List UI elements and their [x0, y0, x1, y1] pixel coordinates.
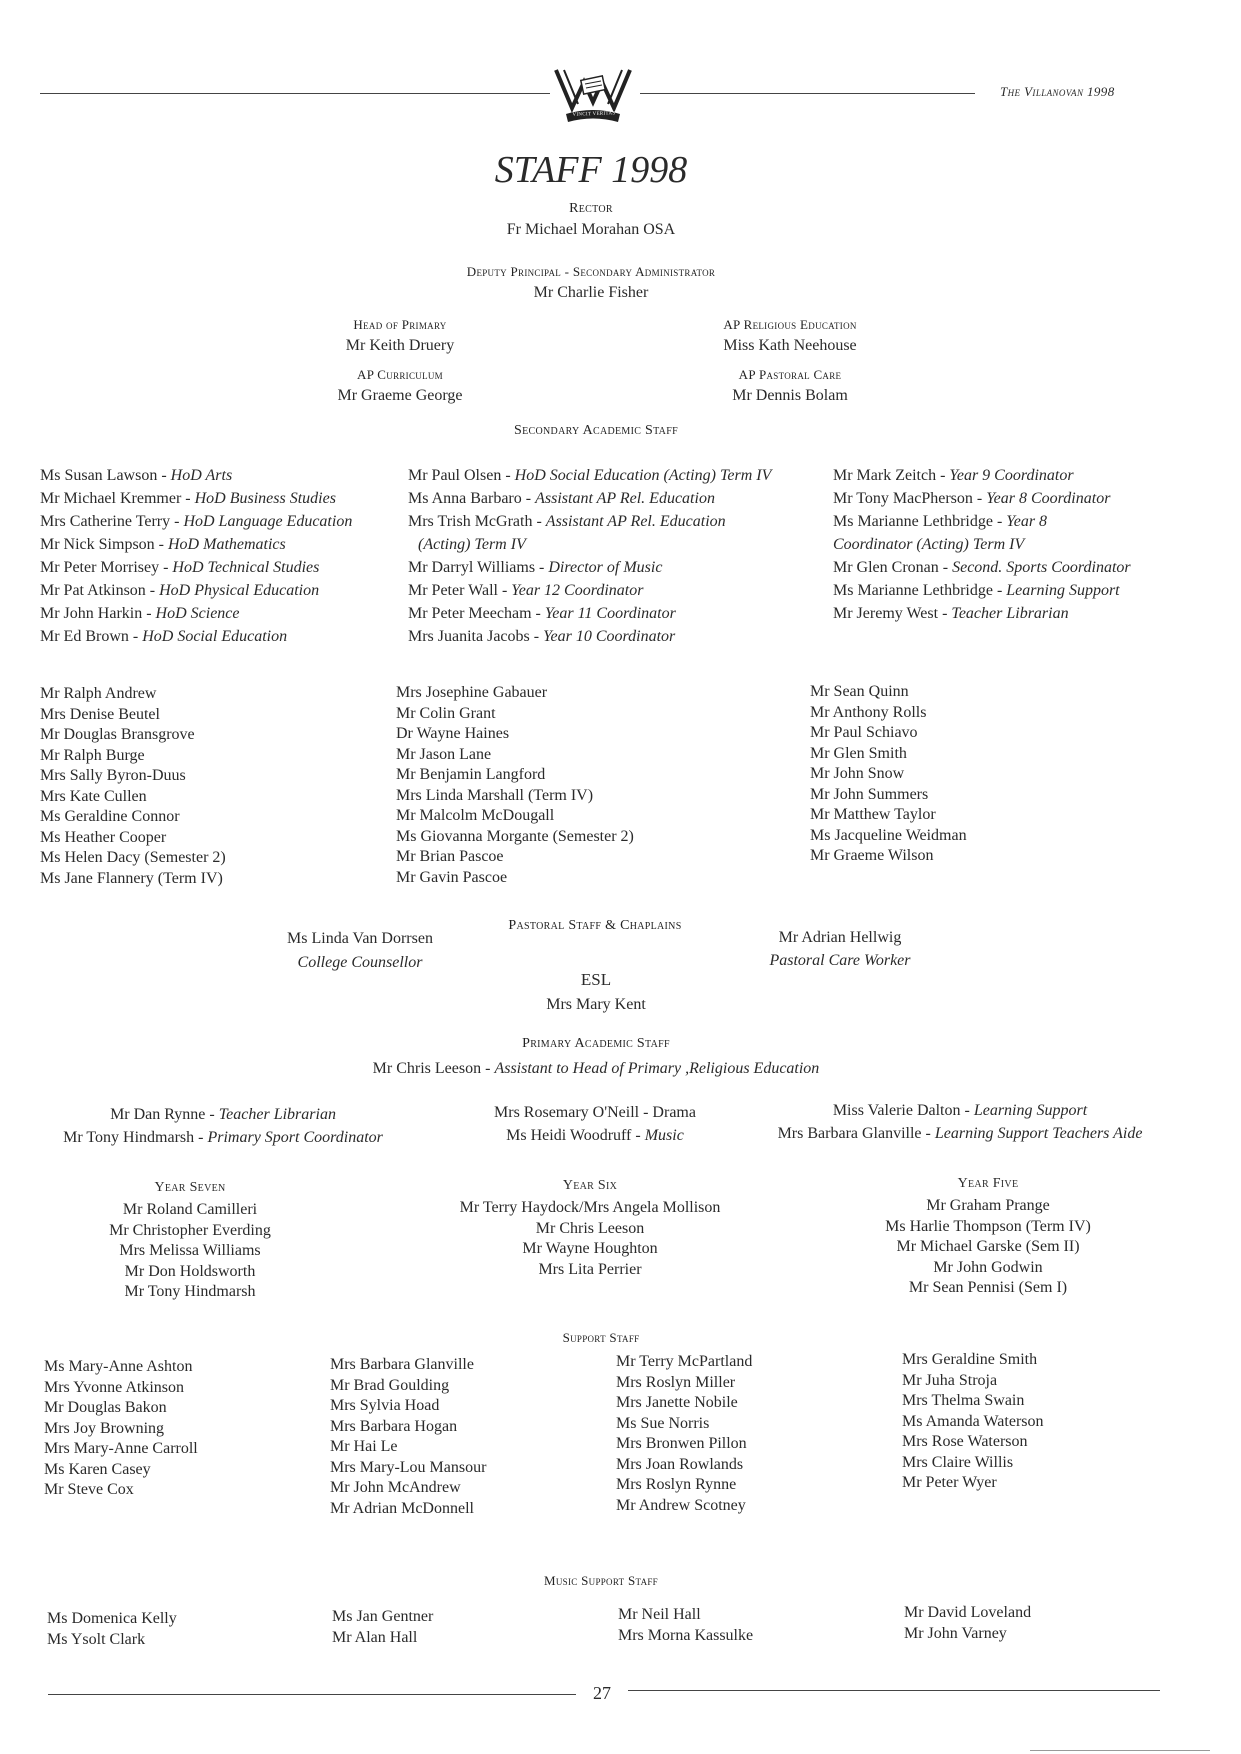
list-item: Mr Terry McPartland — [616, 1353, 753, 1370]
page-title: STAFF 1998 — [494, 149, 688, 191]
list-item: Mrs Josephine Gabauer — [396, 684, 548, 701]
list-item: Ms Amanda Waterson — [902, 1412, 1044, 1430]
header-rule-left — [40, 93, 550, 94]
list-item: Mr Brad Goulding — [330, 1376, 450, 1394]
staff-line: Mr Tony Hindmarsh - Primary Sport Coordinator — [63, 1129, 383, 1146]
scan-edge-line — [1030, 1750, 1210, 1751]
staff-line: Coordinator (Acting) Term IV — [833, 536, 1025, 553]
list-item: Mrs Roslyn Rynne — [616, 1476, 737, 1493]
list-item: Mr Don Holdsworth — [124, 1262, 256, 1280]
list-item: Mrs Morna Kassulke — [618, 1626, 754, 1644]
esl-name: Mrs Mary Kent — [546, 996, 646, 1013]
year-five-heading: Year Five — [957, 1176, 1019, 1191]
list-item: Mr Chris Leeson — [535, 1219, 645, 1237]
list-item: Mrs Sylvia Hoad — [330, 1397, 440, 1414]
list-item: Mrs Rose Waterson — [902, 1433, 1028, 1450]
ap-curriculum-label: AP Curriculum — [357, 367, 443, 382]
list-item: Mrs Lita Perrier — [538, 1260, 642, 1278]
list-item: Mrs Thelma Swain — [902, 1392, 1025, 1409]
staff-line: Mr Peter Morrisey - HoD Technical Studies — [40, 559, 320, 576]
list-item: Mr Steve Cox — [44, 1481, 134, 1498]
list-item: Mr Paul Schiavo — [810, 724, 918, 741]
music-col1 — [47, 1609, 177, 1650]
college-logo — [552, 64, 634, 126]
staff-line: Mrs Trish McGrath - Assistant AP Rel. Education — [408, 513, 726, 530]
esl-heading: ESL — [580, 970, 612, 989]
list-item: Mr Graham Prange — [926, 1197, 1050, 1214]
staff-line: Ms Marianne Lethbridge - Year 8 — [833, 513, 1048, 530]
staff-line: Mrs Barbara Glanville - Learning Support Teachers Aide — [777, 1125, 1143, 1142]
secondary-list1 — [40, 684, 226, 889]
support-col1 — [44, 1357, 198, 1501]
staff-line: Mrs Catherine Terry - HoD Language Education — [40, 513, 353, 530]
staff-line: Mr Darryl Williams - Director of Music — [408, 559, 663, 576]
list-item: Ms Domenica Kelly — [47, 1610, 177, 1627]
list-item: Mr Sean Pennisi (Sem I) — [908, 1279, 1068, 1296]
music-support-heading: Music Support Staff — [544, 1573, 658, 1588]
ap-religious-label: AP Religious Education — [723, 317, 857, 332]
list-item: Mr Colin Grant — [396, 704, 496, 722]
staff-line: Mr John Harkin - HoD Science — [40, 605, 240, 622]
staff-line: Mr Mark Zeitch - Year 9 Coordinator — [833, 467, 1074, 484]
list-item: Mr Glen Smith — [810, 744, 907, 762]
list-item: Ms Jan Gentner — [332, 1608, 434, 1625]
list-item: Mrs Claire Willis — [902, 1453, 1014, 1471]
support-col3 — [616, 1352, 752, 1516]
list-item: Mrs Kate Cullen — [40, 787, 147, 805]
list-item: Mr Jason Lane — [396, 745, 492, 763]
list-item: Mr John Godwin — [933, 1258, 1043, 1276]
list-item: Mr Douglas Bransgrove — [40, 726, 195, 743]
list-item: Ms Mary-Anne Ashton — [44, 1358, 193, 1375]
music-col4 — [904, 1603, 1031, 1644]
music-col3 — [618, 1605, 753, 1646]
list-item: Mr John Varney — [904, 1624, 1007, 1642]
rector-name: Fr Michael Morahan OSA — [506, 221, 676, 238]
list-item: Mrs Bronwen Pillon — [616, 1435, 747, 1452]
list-item: Mrs Sally Byron-Duus — [40, 767, 186, 784]
list-item: Mr Michael Garske (Sem II) — [896, 1238, 1080, 1255]
staff-line: Mr Peter Wall - Year 12 Coordinator — [408, 582, 644, 599]
list-item: Mr Christopher Everding — [109, 1221, 271, 1239]
deputy-name: Mr Charlie Fisher — [533, 284, 649, 301]
ap-pastoral-name: Mr Dennis Bolam — [732, 387, 848, 404]
list-item: Mr Douglas Bakon — [44, 1399, 167, 1416]
secondary-list2 — [396, 683, 634, 888]
list-item: Mr Malcolm McDougall — [396, 807, 555, 824]
list-item: Mr Wayne Houghton — [522, 1240, 658, 1257]
list-item: Ms Karen Casey — [44, 1460, 151, 1478]
list-item: Mrs Janette Nobile — [616, 1394, 738, 1411]
logo-motto: VINCIT VERITAS — [572, 111, 616, 118]
list-item: Mrs Joan Rowlands — [616, 1455, 744, 1473]
deputy-label: Deputy Principal - Secondary Administrator — [466, 264, 716, 279]
header-rule-right — [640, 93, 975, 94]
year-five-block — [838, 1176, 1138, 1299]
list-item: Mrs Mary-Lou Mansour — [330, 1458, 487, 1476]
staff-line: Mr Peter Meecham - Year 11 Coordinator — [408, 605, 676, 622]
list-item: Ms Helen Dacy (Semester 2) — [40, 849, 226, 866]
primary-heading: Primary Academic Staff — [522, 1036, 670, 1051]
staff-line: Ms Anna Barbaro - Assistant AP Rel. Education — [408, 490, 715, 507]
list-item: Mr Brian Pascoe — [396, 848, 504, 865]
support-col2 — [330, 1355, 486, 1519]
primary-col2 — [450, 1101, 740, 1147]
pastoral-heading: Pastoral Staff & Chaplains — [508, 918, 682, 933]
secondary-heading: Secondary Academic Staff — [514, 423, 678, 438]
list-item: Mr Sean Quinn — [810, 683, 909, 700]
list-item: Mr John McAndrew — [330, 1479, 461, 1496]
support-heading: Support Staff — [562, 1330, 640, 1345]
pastoral-left-name: Ms Linda Van Dorrsen — [287, 930, 433, 947]
year-seven-heading: Year Seven — [154, 1180, 226, 1195]
staff-line: Mrs Juanita Jacobs - Year 10 Coordinator — [408, 628, 676, 645]
staff-line: Ms Marianne Lethbridge - Learning Support — [833, 582, 1120, 599]
page-number: 27 — [593, 1683, 611, 1703]
ap-religious-name: Miss Kath Neehouse — [723, 337, 857, 354]
music-col2 — [332, 1607, 433, 1648]
primary-lead: Mr Chris Leeson - Assistant to Head of Primary ,Religious Education — [372, 1060, 820, 1077]
list-item: Mr John Snow — [810, 765, 905, 782]
secondary-col1 — [40, 464, 352, 648]
list-item: Mr Adrian McDonnell — [330, 1499, 474, 1517]
staff-line: Mr Tony MacPherson - Year 8 Coordinator — [833, 490, 1111, 507]
list-item: Mr Peter Wyer — [902, 1474, 997, 1491]
list-item: Mr Ralph Burge — [40, 746, 145, 764]
list-item: Ms Giovanna Morgante (Semester 2) — [396, 827, 634, 845]
staff-line: Miss Valerie Dalton - Learning Support — [832, 1102, 1088, 1119]
list-item: Mr Matthew Taylor — [810, 806, 936, 823]
list-item: Mr Tony Hindmarsh — [124, 1283, 256, 1300]
list-item: Mr Roland Camilleri — [122, 1201, 258, 1218]
staff-line: Mr Jeremy West - Teacher Librarian — [833, 605, 1069, 622]
ap-curriculum-name: Mr Graeme George — [337, 387, 463, 404]
staff-line: (Acting) Term IV — [418, 536, 526, 553]
year-seven-block — [60, 1180, 320, 1303]
pastoral-right-role: Pastoral Care Worker — [769, 952, 911, 969]
staff-line: Mr Glen Cronan - Second. Sports Coordinator — [833, 559, 1131, 576]
list-item: Ms Jacqueline Weidman — [810, 826, 967, 844]
list-item: Mr Ralph Andrew — [40, 685, 157, 702]
list-item: Mrs Mary-Anne Carroll — [44, 1440, 198, 1457]
staff-line: Mrs Rosemary O'Neill - Drama — [494, 1104, 696, 1121]
rector-label: Rector — [569, 201, 613, 216]
footer-rule-right — [628, 1690, 1160, 1691]
list-item: Ms Sue Norris — [616, 1414, 710, 1432]
list-item: Mr Alan Hall — [332, 1628, 418, 1646]
secondary-list3 — [810, 682, 967, 867]
list-item: Mrs Barbara Glanville — [330, 1356, 474, 1373]
list-item: Dr Wayne Haines — [396, 725, 510, 742]
pastoral-left-role: College Counsellor — [297, 954, 423, 971]
list-item: Ms Geraldine Connor — [40, 808, 180, 825]
list-item: Mr Andrew Scotney — [616, 1496, 746, 1514]
staff-line: Mr Nick Simpson - HoD Mathematics — [40, 536, 286, 553]
list-item: Mr Benjamin Langford — [396, 766, 546, 783]
list-item: Mrs Linda Marshall (Term IV) — [396, 786, 594, 804]
footer-rule-left — [48, 1694, 576, 1695]
header-publication: The Villanovan 1998 — [1000, 84, 1115, 99]
list-item: Ms Jane Flannery (Term IV) — [40, 869, 223, 887]
list-item: Mrs Roslyn Miller — [616, 1373, 736, 1391]
secondary-col2 — [408, 464, 771, 648]
list-item: Mr Graeme Wilson — [810, 847, 934, 864]
primary-col3 — [745, 1099, 1175, 1145]
list-item: Mr Juha Stroja — [902, 1371, 998, 1389]
secondary-col3 — [833, 464, 1131, 625]
list-item: Mrs Barbara Hogan — [330, 1417, 458, 1435]
list-item: Ms Harlie Thompson (Term IV) — [885, 1217, 1091, 1235]
pastoral-right-name: Mr Adrian Hellwig — [778, 929, 902, 946]
list-item: Mr Anthony Rolls — [810, 703, 927, 721]
staff-line: Mr Ed Brown - HoD Social Education — [40, 628, 288, 645]
list-item: Mr David Loveland — [904, 1604, 1032, 1621]
staff-line: Mr Paul Olsen - HoD Social Education (Acting) Term IV — [408, 467, 772, 484]
list-item: Ms Heather Cooper — [40, 828, 167, 846]
head-primary-label: Head of Primary — [353, 317, 447, 332]
list-item: Mr John Summers — [810, 785, 929, 803]
list-item: Mrs Denise Beutel — [40, 705, 160, 723]
list-item: Mrs Yvonne Atkinson — [44, 1378, 185, 1396]
list-item: Mrs Joy Browning — [44, 1419, 165, 1437]
list-item: Mrs Geraldine Smith — [902, 1351, 1038, 1368]
year-six-block — [405, 1178, 775, 1280]
ap-pastoral-label: AP Pastoral Care — [738, 367, 842, 382]
list-item: Mr Neil Hall — [618, 1606, 701, 1623]
support-col4 — [902, 1350, 1044, 1494]
head-primary-name: Mr Keith Druery — [345, 337, 455, 354]
list-item: Mr Hai Le — [330, 1438, 398, 1455]
staff-line: Ms Susan Lawson - HoD Arts — [40, 467, 233, 484]
list-item: Mr Gavin Pascoe — [396, 868, 508, 886]
staff-line: Mr Dan Rynne - Teacher Librarian — [110, 1106, 336, 1123]
staff-line: Mr Pat Atkinson - HoD Physical Education — [40, 582, 320, 599]
list-item: Mr Terry Haydock/Mrs Angela Mollison — [459, 1199, 721, 1216]
primary-col1 — [38, 1103, 408, 1149]
list-item: Mrs Melissa Williams — [119, 1242, 261, 1259]
staff-line: Mr Michael Kremmer - HoD Business Studies — [40, 490, 336, 507]
list-item: Ms Ysolt Clark — [47, 1630, 146, 1648]
year-six-heading: Year Six — [562, 1178, 618, 1193]
staff-line: Ms Heidi Woodruff - Music — [506, 1127, 684, 1144]
